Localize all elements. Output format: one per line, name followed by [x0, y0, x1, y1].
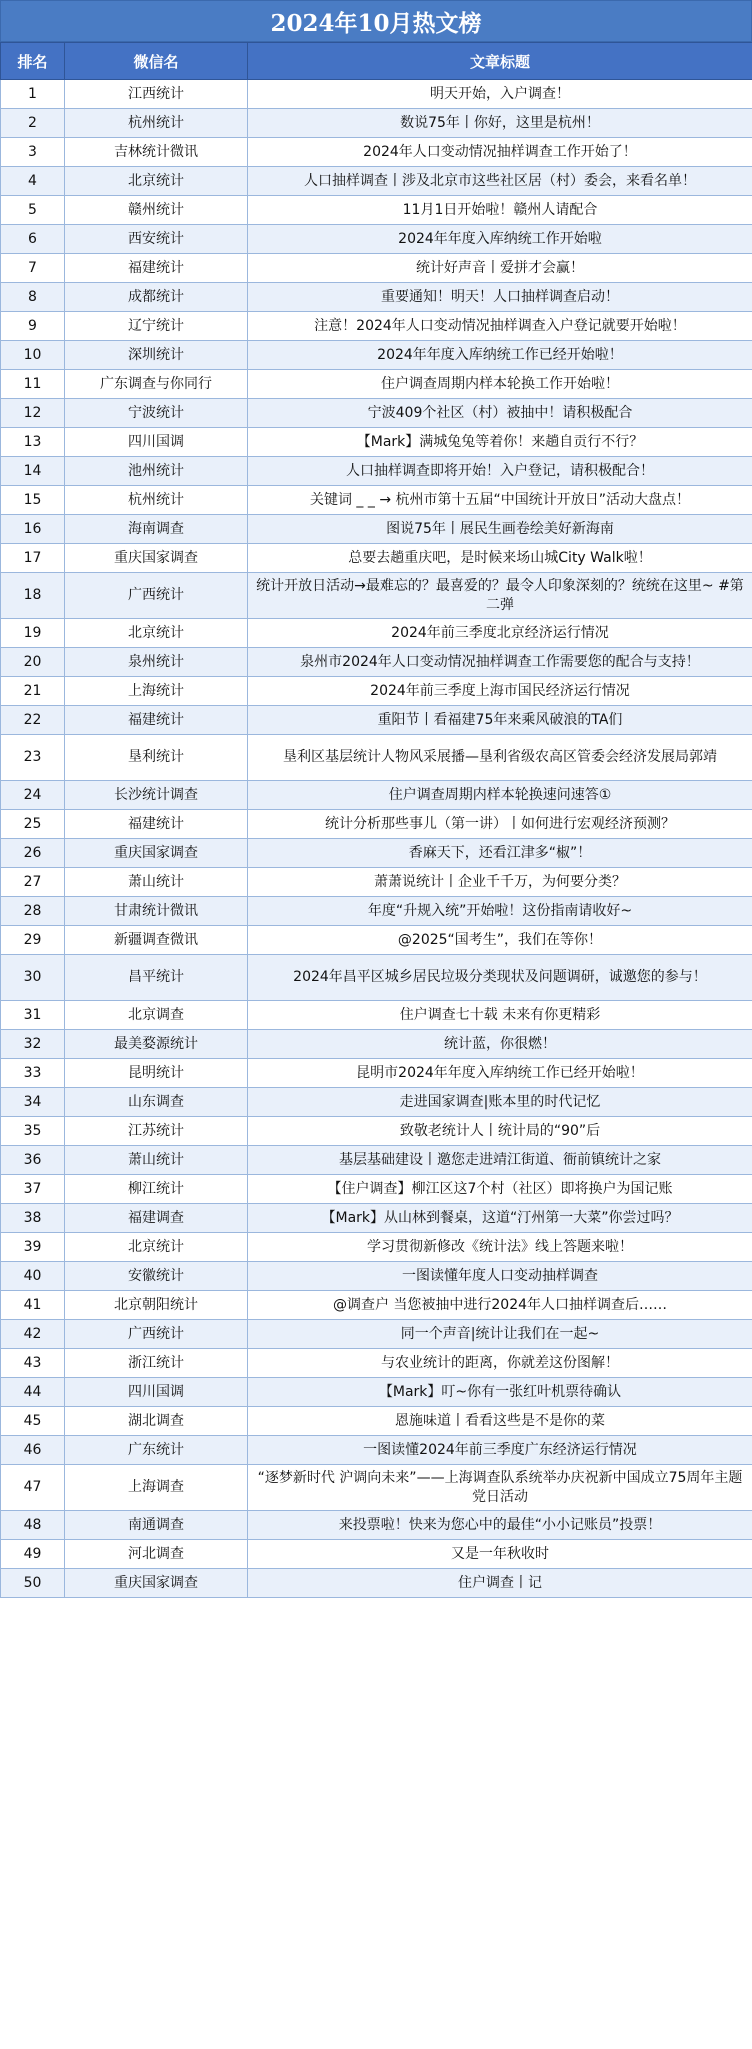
headline-cell: @2025“国考生”，我们在等你！ — [248, 926, 752, 955]
headline-cell: 总要去趟重庆吧，是时候来场山城City Walk啦！ — [248, 544, 752, 573]
account-cell: 北京调查 — [65, 1001, 248, 1030]
headline-cell: 致敬老统计人丨统计局的“90”后 — [248, 1117, 752, 1146]
table-row — [1, 868, 752, 897]
account-cell: 四川国调 — [65, 428, 248, 457]
account-cell: 湖北调查 — [65, 1407, 248, 1436]
headline-cell: 垦利区基层统计人物风采展播—垦利省级农高区管委会经济发展局郭靖 — [248, 735, 752, 781]
headline-cell: 【住户调查】柳江区这7个村（社区）即将换户为国记账 — [248, 1175, 752, 1204]
table-row — [1, 1511, 752, 1540]
table-row — [1, 1349, 752, 1378]
rank-cell: 12 — [1, 399, 65, 428]
rank-cell: 31 — [1, 1001, 65, 1030]
headline-cell: 统计蓝，你很燃！ — [248, 1030, 752, 1059]
headline-cell: 走进国家调查|账本里的时代记忆 — [248, 1088, 752, 1117]
rank-cell: 13 — [1, 428, 65, 457]
rank-cell: 8 — [1, 283, 65, 312]
table-row — [1, 839, 752, 868]
account-cell: 赣州统计 — [65, 196, 248, 225]
rank-cell: 39 — [1, 1233, 65, 1262]
table-row — [1, 399, 752, 428]
headline-cell: 关键词 _ _ → 杭州市第十五届“中国统计开放日”活动大盘点！ — [248, 486, 752, 515]
headline-cell: 昆明市2024年年度入库纳统工作已经开始啦！ — [248, 1059, 752, 1088]
table-row — [1, 341, 752, 370]
rank-cell: 24 — [1, 781, 65, 810]
headline-cell: 数说75年丨你好，这里是杭州！ — [248, 109, 752, 138]
headline-cell: 2024年前三季度上海市国民经济运行情况 — [248, 677, 752, 706]
table-row — [1, 648, 752, 677]
account-cell: 昆明统计 — [65, 1059, 248, 1088]
table-row — [1, 1001, 752, 1030]
rank-cell: 44 — [1, 1378, 65, 1407]
table-row — [1, 677, 752, 706]
account-cell: 柳江统计 — [65, 1175, 248, 1204]
rank-cell: 29 — [1, 926, 65, 955]
account-cell: 广东调查与你同行 — [65, 370, 248, 399]
headline-cell: 统计分析那些事儿（第一讲）丨如何进行宏观经济预测？ — [248, 810, 752, 839]
account-cell: 福建调查 — [65, 1204, 248, 1233]
account-cell: 上海调查 — [65, 1465, 248, 1511]
headline-cell: 统计开放日活动→最难忘的？最喜爱的？最令人印象深刻的？统统在这里~ #第二弹 — [248, 573, 752, 619]
table-row — [1, 1204, 752, 1233]
account-cell: 河北调查 — [65, 1540, 248, 1569]
headline-cell: 2024年年度入库纳统工作开始啦 — [248, 225, 752, 254]
rank-cell: 23 — [1, 735, 65, 781]
headline-cell: 2024年年度入库纳统工作已经开始啦！ — [248, 341, 752, 370]
header-headline: 文章标题 — [248, 43, 752, 80]
headline-cell: 2024年昌平区城乡居民垃圾分类现状及问题调研，诚邀您的参与！ — [248, 955, 752, 1001]
account-cell: 南通调查 — [65, 1511, 248, 1540]
account-cell: 重庆国家调查 — [65, 544, 248, 573]
rank-cell: 35 — [1, 1117, 65, 1146]
rank-cell: 1 — [1, 80, 65, 109]
headline-cell: 恩施味道丨看看这些是不是你的菜 — [248, 1407, 752, 1436]
headline-cell: 学习贯彻新修改《统计法》线上答题来啦！ — [248, 1233, 752, 1262]
rank-cell: 40 — [1, 1262, 65, 1291]
headline-cell: 泉州市2024年人口变动情况抽样调查工作需要您的配合与支持！ — [248, 648, 752, 677]
rank-cell: 37 — [1, 1175, 65, 1204]
table-row — [1, 926, 752, 955]
table-row — [1, 1378, 752, 1407]
rank-cell: 25 — [1, 810, 65, 839]
table-row — [1, 544, 752, 573]
account-cell: 成都统计 — [65, 283, 248, 312]
headline-cell: 基层基础建设丨邀您走进靖江街道、衙前镇统计之家 — [248, 1146, 752, 1175]
table-row — [1, 312, 752, 341]
rank-cell: 17 — [1, 544, 65, 573]
rank-cell: 48 — [1, 1511, 65, 1540]
headline-cell: 宁波409个社区（村）被抽中！请积极配合 — [248, 399, 752, 428]
rank-cell: 7 — [1, 254, 65, 283]
account-cell: 重庆国家调查 — [65, 1569, 248, 1598]
account-cell: 北京朝阳统计 — [65, 1291, 248, 1320]
headline-cell: 住户调查丨记 — [248, 1569, 752, 1598]
table-row — [1, 955, 752, 1001]
account-cell: 北京统计 — [65, 167, 248, 196]
headline-cell: @调查户 当您被抽中进行2024年人口抽样调查后…… — [248, 1291, 752, 1320]
headline-cell: 一图读懂年度人口变动抽样调查 — [248, 1262, 752, 1291]
rank-cell: 11 — [1, 370, 65, 399]
table-row — [1, 1436, 752, 1465]
account-cell: 辽宁统计 — [65, 312, 248, 341]
headline-cell: 明天开始，入户调查！ — [248, 80, 752, 109]
account-cell: 福建统计 — [65, 706, 248, 735]
account-cell: 新疆调查微讯 — [65, 926, 248, 955]
rank-cell: 10 — [1, 341, 65, 370]
account-cell: 池州统计 — [65, 457, 248, 486]
rank-cell: 30 — [1, 955, 65, 1001]
rank-cell: 19 — [1, 619, 65, 648]
rank-cell: 3 — [1, 138, 65, 167]
rank-cell: 16 — [1, 515, 65, 544]
headline-cell: 重阳节丨看福建75年来乘风破浪的TA们 — [248, 706, 752, 735]
account-cell: 重庆国家调查 — [65, 839, 248, 868]
table-row — [1, 138, 752, 167]
account-cell: 江苏统计 — [65, 1117, 248, 1146]
table-row — [1, 196, 752, 225]
headline-cell: 萧萧说统计丨企业千千万，为何要分类？ — [248, 868, 752, 897]
rank-cell: 32 — [1, 1030, 65, 1059]
rank-cell: 49 — [1, 1540, 65, 1569]
account-cell: 深圳统计 — [65, 341, 248, 370]
account-cell: 宁波统计 — [65, 399, 248, 428]
account-cell: 杭州统计 — [65, 109, 248, 138]
headline-cell: 2024年前三季度北京经济运行情况 — [248, 619, 752, 648]
table-row — [1, 428, 752, 457]
table-row — [1, 1088, 752, 1117]
rank-cell: 43 — [1, 1349, 65, 1378]
headline-cell: 同一个声音|统计让我们在一起~ — [248, 1320, 752, 1349]
table-header-row — [1, 43, 752, 80]
account-cell: 福建统计 — [65, 810, 248, 839]
headline-cell: 年度“升规入统”开始啦！这份指南请收好~ — [248, 897, 752, 926]
headline-cell: 注意！2024年人口变动情况抽样调查入户登记就要开始啦！ — [248, 312, 752, 341]
account-cell: 北京统计 — [65, 1233, 248, 1262]
rank-cell: 34 — [1, 1088, 65, 1117]
ranking-table — [0, 42, 752, 1598]
headline-cell: 又是一年秋收时 — [248, 1540, 752, 1569]
account-cell: 安徽统计 — [65, 1262, 248, 1291]
rank-cell: 6 — [1, 225, 65, 254]
table-row — [1, 1407, 752, 1436]
table-row — [1, 1262, 752, 1291]
table-row — [1, 1175, 752, 1204]
rank-cell: 21 — [1, 677, 65, 706]
table-row — [1, 1291, 752, 1320]
rank-cell: 2 — [1, 109, 65, 138]
table-row — [1, 167, 752, 196]
table-body — [1, 80, 752, 1598]
headline-cell: 重要通知！明天！人口抽样调查启动！ — [248, 283, 752, 312]
table-row — [1, 810, 752, 839]
headline-cell: 与农业统计的距离，你就差这份图解！ — [248, 1349, 752, 1378]
rank-cell: 5 — [1, 196, 65, 225]
headline-cell: 住户调查周期内样本轮换速问速答① — [248, 781, 752, 810]
rank-cell: 50 — [1, 1569, 65, 1598]
headline-cell: 住户调查周期内样本轮换工作开始啦！ — [248, 370, 752, 399]
rank-cell: 38 — [1, 1204, 65, 1233]
rank-cell: 20 — [1, 648, 65, 677]
headline-cell: 统计好声音丨爱拼才会赢！ — [248, 254, 752, 283]
account-cell: 广西统计 — [65, 1320, 248, 1349]
rank-cell: 18 — [1, 573, 65, 619]
account-cell: 山东调查 — [65, 1088, 248, 1117]
rank-cell: 27 — [1, 868, 65, 897]
table-row — [1, 254, 752, 283]
table-row — [1, 1030, 752, 1059]
table-row — [1, 1117, 752, 1146]
headline-cell: 住户调查七十载 未来有你更精彩 — [248, 1001, 752, 1030]
table-row — [1, 735, 752, 781]
account-cell: 海南调查 — [65, 515, 248, 544]
headline-cell: 人口抽样调查丨涉及北京市这些社区居（村）委会，来看名单！ — [248, 167, 752, 196]
page-title: 2024年10月热文榜 — [0, 0, 752, 42]
rank-cell: 4 — [1, 167, 65, 196]
table-row — [1, 573, 752, 619]
table-row — [1, 1569, 752, 1598]
account-cell: 福建统计 — [65, 254, 248, 283]
headline-cell: 【Mark】满城兔兔等着你！来趟自贡行不行？ — [248, 428, 752, 457]
account-cell: 北京统计 — [65, 619, 248, 648]
rank-cell: 9 — [1, 312, 65, 341]
rank-cell: 26 — [1, 839, 65, 868]
header-rank: 排名 — [1, 43, 65, 80]
rank-cell: 46 — [1, 1436, 65, 1465]
account-cell: 萧山统计 — [65, 1146, 248, 1175]
table-row — [1, 1233, 752, 1262]
headline-cell: 来投票啦！快来为您心中的最佳“小小记账员”投票！ — [248, 1511, 752, 1540]
account-cell: 长沙统计调查 — [65, 781, 248, 810]
account-cell: 昌平统计 — [65, 955, 248, 1001]
headline-cell: 一图读懂2024年前三季度广东经济运行情况 — [248, 1436, 752, 1465]
table-row — [1, 781, 752, 810]
account-cell: 西安统计 — [65, 225, 248, 254]
account-cell: 上海统计 — [65, 677, 248, 706]
table-row — [1, 1320, 752, 1349]
headline-cell: “逐梦新时代 沪调向未来”——上海调查队系统举办庆祝新中国成立75周年主题党日活动 — [248, 1465, 752, 1511]
headline-cell: 11月1日开始啦！赣州人请配合 — [248, 196, 752, 225]
table-row — [1, 283, 752, 312]
account-cell: 江西统计 — [65, 80, 248, 109]
headline-cell: 人口抽样调查即将开始！入户登记，请积极配合！ — [248, 457, 752, 486]
rank-cell: 42 — [1, 1320, 65, 1349]
rank-cell: 22 — [1, 706, 65, 735]
headline-cell: 【Mark】从山林到餐桌，这道“汀州第一大菜”你尝过吗？ — [248, 1204, 752, 1233]
table-row — [1, 1146, 752, 1175]
headline-cell: 【Mark】叮~你有一张红叶机票待确认 — [248, 1378, 752, 1407]
rank-cell: 36 — [1, 1146, 65, 1175]
table-row — [1, 370, 752, 399]
header-account: 微信名 — [65, 43, 248, 80]
table-row — [1, 1059, 752, 1088]
rank-cell: 45 — [1, 1407, 65, 1436]
headline-cell: 香麻天下，还看江津多“椒”！ — [248, 839, 752, 868]
rank-cell: 15 — [1, 486, 65, 515]
rank-cell: 14 — [1, 457, 65, 486]
table-row — [1, 486, 752, 515]
account-cell: 垦利统计 — [65, 735, 248, 781]
rank-cell: 41 — [1, 1291, 65, 1320]
account-cell: 吉林统计微讯 — [65, 138, 248, 167]
account-cell: 最美婺源统计 — [65, 1030, 248, 1059]
account-cell: 杭州统计 — [65, 486, 248, 515]
account-cell: 泉州统计 — [65, 648, 248, 677]
table-row — [1, 1540, 752, 1569]
account-cell: 萧山统计 — [65, 868, 248, 897]
account-cell: 浙江统计 — [65, 1349, 248, 1378]
table-row — [1, 619, 752, 648]
table-row — [1, 515, 752, 544]
headline-cell: 图说75年丨展民生画卷绘美好新海南 — [248, 515, 752, 544]
table-row — [1, 225, 752, 254]
account-cell: 广西统计 — [65, 573, 248, 619]
table-row — [1, 457, 752, 486]
rank-cell: 47 — [1, 1465, 65, 1511]
table-row — [1, 109, 752, 138]
account-cell: 四川国调 — [65, 1378, 248, 1407]
rank-cell: 28 — [1, 897, 65, 926]
table-row — [1, 80, 752, 109]
account-cell: 广东统计 — [65, 1436, 248, 1465]
table-row — [1, 897, 752, 926]
rank-cell: 33 — [1, 1059, 65, 1088]
table-row — [1, 706, 752, 735]
table-row — [1, 1465, 752, 1511]
headline-cell: 2024年人口变动情况抽样调查工作开始了！ — [248, 138, 752, 167]
account-cell: 甘肃统计微讯 — [65, 897, 248, 926]
